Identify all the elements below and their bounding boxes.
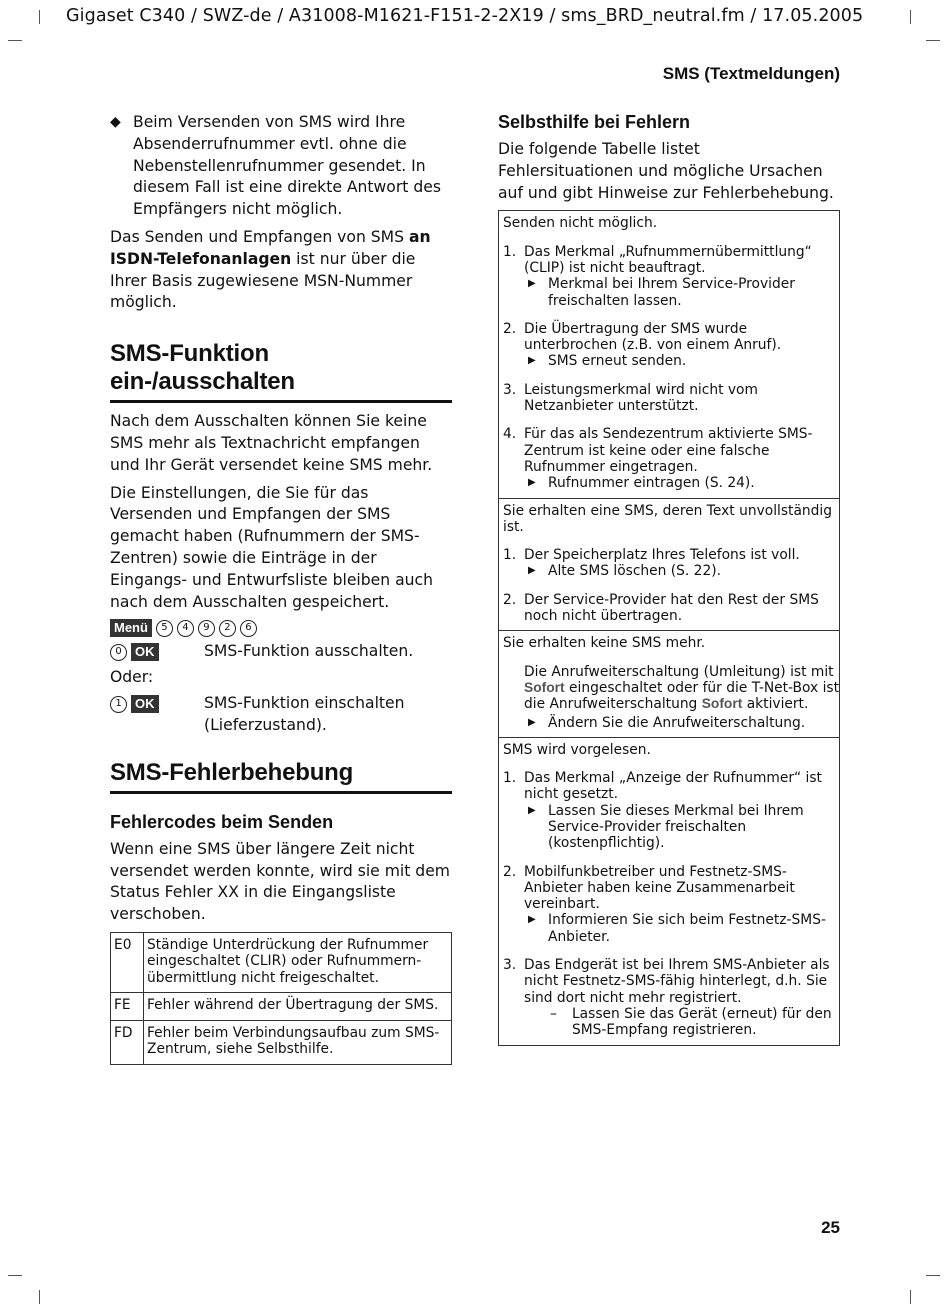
help-condition: Sie erhalten keine SMS mehr.: [503, 635, 706, 652]
triangle-right-icon: ▶: [528, 716, 536, 728]
section-title: SMS (Textmeldungen): [662, 64, 840, 83]
digit-key-icon: 1: [110, 696, 127, 713]
heading-errors: SMS-Fehlerbehebung: [110, 759, 452, 794]
step-off: [110, 641, 452, 663]
heading-self-help: Selbsthilfe bei Fehlern: [498, 112, 691, 132]
error-description: Ständige Unterdrückung der Rufnummer eingeschaltet (CLIR) oder Rufnummernübermittlung nicht freigeschaltet.: [144, 932, 452, 993]
triangle-right-icon: ▶: [528, 565, 536, 577]
help-block: [499, 631, 839, 737]
triangle-right-icon: ▶: [528, 355, 536, 367]
triangle-right-icon: ▶: [528, 914, 536, 926]
help-action-text: Merkmal bei Ihrem Service-Provider freischalten lassen.: [548, 276, 795, 309]
help-cause: Leistungsmerkmal wird nicht vom Netzanbieter unterstützt.: [524, 381, 758, 415]
help-cause: Der Service-Provider hat den Rest der SMS noch nicht übertragen.: [524, 591, 819, 625]
help-item: 3. Leistungsmerkmal wird nicht vom Netzanbieter unterstützt.: [503, 382, 839, 415]
help-action: [524, 475, 839, 491]
self-help-table: [498, 210, 840, 1045]
file-header: Gigaset C340 / SWZ-de / A31008-M1621-F151-2-2X19 / sms_BRD_neutral.fm / 17.05.2005: [66, 6, 864, 26]
help-cause: [503, 664, 839, 713]
help-block: [499, 738, 839, 1045]
help-condition: Sie erhalten eine SMS, deren Text unvollständig ist.: [503, 502, 833, 535]
step-on: [110, 693, 452, 737]
help-cause: Das Merkmal „Anzeige der Rufnummer“ ist nicht gesetzt.: [524, 770, 822, 803]
error-code: FE: [111, 993, 144, 1021]
left-column: [110, 112, 452, 1065]
paragraph-off-1: Nach dem Ausschalten können Sie keine SMS mehr als Textnachricht empfangen und Ihr Gerät versendet keine SMS mehr.: [110, 412, 433, 474]
help-condition: SMS wird vorgelesen.: [503, 741, 651, 758]
keyword-sofort: Sofort: [701, 696, 743, 712]
help-action: [524, 1006, 839, 1039]
help-action-text: Informieren Sie sich beim Festnetz-SMS-Anbieter.: [548, 912, 826, 945]
table-row: [111, 1020, 452, 1064]
step-on-text: SMS-Funktion einschalten (Lieferzustand).: [204, 694, 405, 734]
help-item: 4. Für das als Sendezentrum aktivierte SMS-Zentrum ist keine oder eine falsche Rufnummer eingetragen. ▶ Rufnummer eintragen (S. 24).: [503, 426, 839, 491]
help-item: 3. Das Endgerät ist bei Ihrem SMS-Anbieter als nicht Festnetz-SMS-fähig hinterlegt, d.h. Sie sind dort nicht mehr registriert. – Lassen Sie das Gerät (erneut) für den SMS-Empfang registrieren.: [503, 957, 839, 1038]
error-code: E0: [111, 932, 144, 993]
digit-key-icon: 2: [219, 620, 236, 637]
crop-mark: [8, 1275, 22, 1276]
menu-key-sequence: [110, 619, 452, 637]
help-action: [524, 353, 839, 369]
help-action: [524, 803, 839, 852]
help-block: [499, 499, 839, 632]
triangle-right-icon: ▶: [528, 477, 536, 489]
crop-mark: [39, 1290, 40, 1304]
help-cause: Für das als Sendezentrum aktivierte SMS-Zentrum ist keine oder eine falsche Rufnummer eingetragen.: [524, 426, 813, 475]
help-action: [524, 912, 839, 945]
help-item: 2. Die Übertragung der SMS wurde unterbrochen (z.B. von einem Anruf). ▶ SMS erneut senden.: [503, 321, 839, 370]
crop-mark: [39, 10, 40, 24]
error-description: Fehler während der Übertragung der SMS.: [144, 993, 452, 1021]
paragraph-codes: Wenn eine SMS über längere Zeit nicht versendet werden konnte, wird sie mit dem Status Fehler XX in die Eingangsliste verschoben.: [110, 839, 450, 924]
help-action-text: Alte SMS löschen (S. 22).: [548, 563, 722, 580]
help-text: aktiviert.: [742, 696, 809, 713]
bullet-text: Beim Versenden von SMS wird Ihre Absenderrufnummer evtl. ohne die Nebenstellenrufnummer gesendet. In diesem Fall ist eine direkte Antwort des Empfängers nicht möglich.: [133, 113, 441, 219]
heading-error-codes: Fehlercodes beim Senden: [110, 811, 334, 832]
help-block: [499, 211, 839, 498]
help-condition: Senden nicht möglich.: [503, 215, 658, 232]
page-number: 25: [821, 1218, 840, 1237]
crop-mark: [910, 10, 911, 24]
menu-key: Menü: [110, 619, 152, 637]
crop-mark: [8, 40, 22, 41]
help-item: 1. Das Merkmal „Anzeige der Rufnummer“ ist nicht gesetzt. ▶ Lassen Sie dieses Merkmal bei Ihrem Service-Provider freischalten (kostenpflichtig).: [503, 770, 839, 851]
help-cause: Das Merkmal „Rufnummernübermittlung“ (CLIP) ist nicht beauftragt.: [524, 243, 812, 276]
help-action-text: Ändern Sie die Anrufweiterschaltung.: [548, 714, 806, 731]
help-item: 1. Der Speicherplatz Ihres Telefons ist voll. ▶ Alte SMS löschen (S. 22).: [503, 547, 839, 580]
isdn-post: ist nur über die Ihrer Basis zugewiesene MSN-Nummer möglich.: [110, 249, 416, 312]
digit-key-icon: 5: [156, 620, 173, 637]
help-action-text: Lassen Sie dieses Merkmal bei Ihrem Service-Provider freischalten (kostenpflichtig).: [548, 802, 804, 852]
step-off-keys: [110, 641, 204, 663]
ok-key: OK: [131, 695, 159, 713]
ok-key: OK: [131, 643, 159, 661]
diamond-icon: ◆: [110, 114, 121, 130]
paragraph-off-2: Die Einstellungen, die Sie für das Versenden und Empfangen der SMS gemacht haben (Rufnummern der SMS-Zentren) sowie die Einträge in der Eingangs- und Entwurfsliste bleiben auch nach dem Ausschalten gespeichert.: [110, 483, 433, 611]
crop-mark: [926, 40, 940, 41]
error-description: Fehler beim Verbindungsaufbau zum SMS-Zentrum, siehe Selbsthilfe.: [144, 1020, 452, 1064]
help-cause: Mobilfunkbetreiber und Festnetz-SMS-Anbieter haben keine Zusammenarbeit vereinbart.: [524, 863, 795, 913]
crop-mark: [910, 1290, 911, 1304]
help-item: 2. Mobilfunkbetreiber und Festnetz-SMS-Anbieter haben keine Zusammenarbeit vereinbart. ▶ Informieren Sie sich beim Festnetz-SMS-Anbieter.: [503, 864, 839, 945]
crop-mark: [926, 1275, 940, 1276]
table-row: [111, 932, 452, 993]
step-on-keys: [110, 693, 204, 715]
oder-label: Oder:: [110, 668, 154, 687]
digit-key-icon: 0: [110, 644, 127, 661]
paragraph-self-help: Die folgende Tabelle listet Fehlersituationen und mögliche Ursachen auf und gibt Hinweise zur Fehlerbehebung.: [498, 140, 834, 202]
help-item: 2. Der Service-Provider hat den Rest der SMS noch nicht übertragen.: [503, 592, 839, 625]
help-cause: Die Übertragung der SMS wurde unterbrochen (z.B. von einem Anruf).: [524, 320, 782, 354]
heading-onoff: SMS-Funktion ein-/ausschalten: [110, 340, 452, 403]
isdn-bold: an ISDN-Telefonanlagen: [110, 227, 431, 268]
help-cause: Der Speicherplatz Ihres Telefons ist voll.: [524, 547, 800, 564]
dash-icon: –: [550, 1005, 557, 1022]
triangle-right-icon: ▶: [528, 804, 536, 816]
error-code-table: [110, 932, 452, 1065]
help-action-text: Lassen Sie das Gerät (erneut) für den SMS-Empfang registrieren.: [572, 1005, 832, 1039]
error-code: FD: [111, 1020, 144, 1064]
digit-key-icon: 4: [177, 620, 194, 637]
right-column: [498, 112, 840, 1046]
help-text: Die Anrufweiterschaltung (Umleitung) ist mit: [524, 663, 834, 680]
digit-key-icon: 6: [240, 620, 257, 637]
help-action: [524, 276, 839, 309]
help-cause: Das Endgerät ist bei Ihrem SMS-Anbieter als nicht Festnetz-SMS-fähig hinterlegt, d.h. Sie sind dort nicht mehr registriert.: [524, 957, 830, 1006]
table-row: [111, 993, 452, 1021]
isdn-pre: Das Senden und Empfangen von SMS: [110, 227, 409, 246]
keyword-sofort: Sofort: [524, 679, 565, 695]
help-action: [524, 563, 839, 579]
isdn-paragraph: [110, 227, 452, 314]
help-text: eingeschaltet oder für die T-Net-Box ist die Anrufweiterschaltung: [524, 679, 839, 713]
digit-key-icon: 9: [198, 620, 215, 637]
help-action: [524, 715, 839, 731]
help-action-text: Rufnummer eintragen (S. 24).: [548, 475, 755, 492]
help-item: 1. Das Merkmal „Rufnummernübermittlung“ (CLIP) ist nicht beauftragt. ▶ Merkmal bei Ihrem Service-Provider freischalten lassen.: [503, 244, 839, 309]
triangle-right-icon: ▶: [528, 278, 536, 290]
step-off-text: SMS-Funktion ausschalten.: [204, 642, 414, 661]
help-action-text: SMS erneut senden.: [548, 353, 687, 370]
bullet-note: [110, 112, 452, 221]
